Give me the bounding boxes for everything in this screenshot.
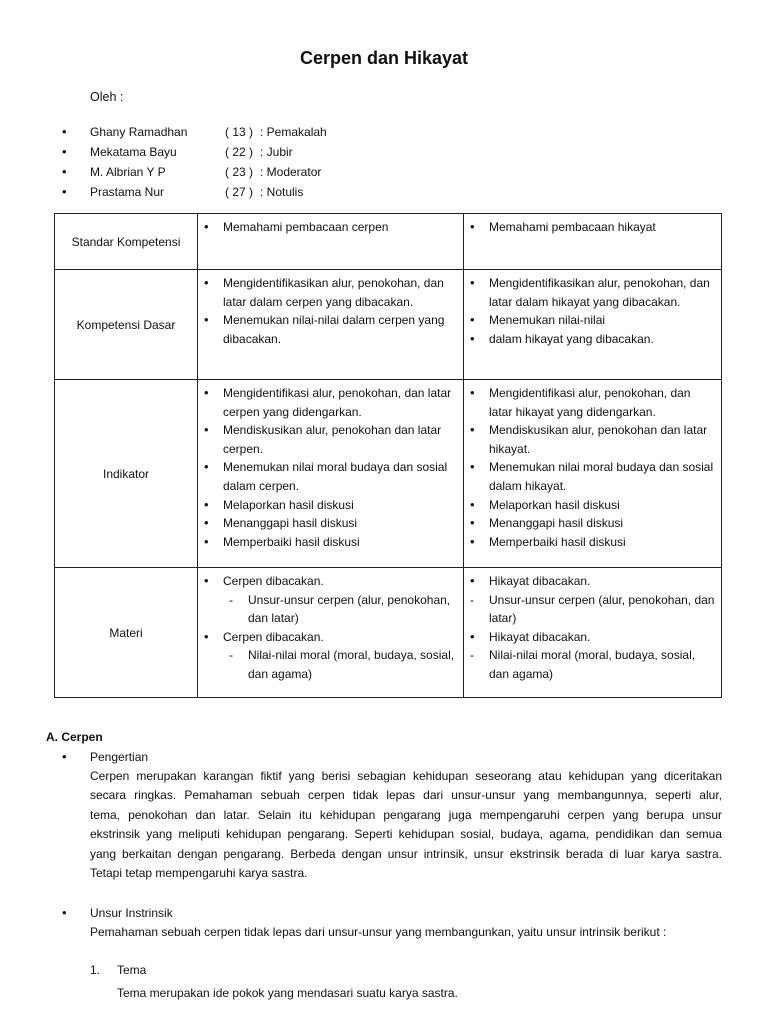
- cell-list-item: • Menemukan nilai-nilai: [489, 311, 717, 330]
- cell-list-item: • Mendiskusikan alur, penokohan dan latar hikayat.: [489, 421, 717, 458]
- member-number: ( 27 ): [225, 185, 254, 199]
- bullet-icon: •: [62, 184, 67, 199]
- paragraph-line: tema, penokohan dan latar. Selain itu kehidupan pengarang juga mempengaruhi cerpen yang berupa unsur: [90, 807, 722, 822]
- cell-list-item: • Hikayat dibacakan.: [489, 628, 717, 647]
- cell-list: [464, 380, 721, 551]
- member-number: ( 13 ): [225, 125, 254, 139]
- member-name: Ghany Ramadhan: [90, 125, 188, 139]
- cell-list-item: • Mengidentifikasi alur, penokohan, dan latar hikayat yang didengarkan.: [489, 384, 717, 421]
- table-row: [55, 214, 722, 270]
- cell-list: [198, 568, 463, 684]
- member-name: M. Albrian Y P: [90, 165, 166, 179]
- member-name: Mekatama Bayu: [90, 145, 177, 159]
- cerpen-cell: [198, 270, 464, 380]
- member-number: ( 23 ): [225, 165, 254, 179]
- tema-title: Tema: [117, 963, 147, 977]
- section-a-heading: A. Cerpen: [46, 730, 103, 744]
- cerpen-cell: [198, 568, 464, 698]
- member-name: Prastama Nur: [90, 185, 165, 199]
- cell-list-item: • Memperbaiki hasil diskusi: [223, 533, 459, 552]
- cell-list: [198, 214, 463, 237]
- paragraph-line: ekstrinsik yang meliputi kehidupan pengarang. Seperti kehidupan sosial, budaya, agama, pendidikan dan semua: [90, 827, 722, 842]
- hikayat-cell: [464, 568, 722, 698]
- bullet-icon: •: [62, 144, 67, 159]
- paragraph-line: yang berkaitan dengan pengarang. Berbeda dengan unsur intrinsik, unsur ekstrinsik berada di luar karya sastra.: [90, 846, 722, 861]
- cell-list: [464, 214, 721, 237]
- bullet-icon: •: [62, 164, 67, 179]
- member-role: : Pemakalah: [260, 125, 327, 139]
- cell-list-item: • Mengidentifikasi alur, penokohan, dan latar cerpen yang didengarkan.: [223, 384, 459, 421]
- paragraph-line: Tetapi tetap mempengaruhi karya sastra.: [90, 866, 308, 881]
- author-heading: Oleh :: [90, 90, 124, 104]
- cell-list-item: • Hikayat dibacakan.: [489, 572, 717, 591]
- cell-list-item: • dalam hikayat yang dibacakan.: [489, 330, 717, 349]
- instrinsik-text: Pemahaman sebuah cerpen tidak lepas dari unsur-unsur yang membangunkan, yaitu unsur intrinsik berikut :: [90, 925, 667, 939]
- instrinsik-title: Unsur Instrinsik: [90, 906, 173, 920]
- cell-list-item: • Menanggapi hasil diskusi: [223, 514, 459, 533]
- cell-list-item: • Melaporkan hasil diskusi: [223, 496, 459, 515]
- pengertian-title: Pengertian: [90, 750, 149, 764]
- hikayat-cell: [464, 380, 722, 568]
- cell-list-item: • Menemukan nilai-nilai dalam cerpen yang dibacakan.: [223, 311, 459, 348]
- member-role: : Notulis: [260, 185, 304, 199]
- cerpen-cell: [198, 380, 464, 568]
- cell-list-item: • Memahami pembacaan cerpen: [223, 218, 459, 237]
- hikayat-cell: [464, 270, 722, 380]
- cell-list-item: • Mengidentifikasikan alur, penokohan, dan latar dalam hikayat yang dibacakan.: [489, 274, 717, 311]
- cell-list-item: - Nilai-nilai moral (moral, budaya, sosial, dan agama): [223, 646, 459, 683]
- member-role: : Moderator: [260, 165, 322, 179]
- paragraph-line: secara ringkas. Pemahaman sebuah cerpen tidak lepas dari unsur-unsur yang membangunnya, seperti alur,: [90, 788, 722, 803]
- cell-list-item: • Menanggapi hasil diskusi: [489, 514, 717, 533]
- row-label: Materi: [55, 568, 198, 698]
- cell-list-item: • Mengidentifikasikan alur, penokohan, dan latar dalam cerpen yang dibacakan.: [223, 274, 459, 311]
- table-row: [55, 568, 722, 698]
- tema-number: 1.: [90, 963, 101, 977]
- cell-list-item: • Cerpen dibacakan.: [223, 628, 459, 647]
- pengertian-paragraph: [90, 767, 722, 883]
- cerpen-cell: [198, 214, 464, 270]
- cell-list-item: • Memperbaiki hasil diskusi: [489, 533, 717, 552]
- table-row: [55, 270, 722, 380]
- cell-list: [464, 270, 721, 348]
- cell-list: [464, 568, 721, 684]
- cell-list-item: • Memahami pembacaan hikayat: [489, 218, 717, 237]
- cell-list: [198, 270, 463, 348]
- cell-list-item: • Mendiskusikan alur, penokohan dan latar cerpen.: [223, 421, 459, 458]
- table-row: [55, 380, 722, 568]
- row-label: Standar Kompetensi: [55, 214, 198, 270]
- cell-list-item: • Menemukan nilai moral budaya dan sosial dalam cerpen.: [223, 458, 459, 495]
- tema-text: Tema merupakan ide pokok yang mendasari suatu karya sastra.: [117, 986, 458, 1000]
- paragraph-line: Cerpen merupakan karangan fiktif yang berisi sebagian kehidupan seseorang atau kehidupan yang diceritakan: [90, 769, 722, 783]
- row-label: Kompetensi Dasar: [55, 270, 198, 380]
- cell-list: [198, 380, 463, 551]
- bullet-icon: •: [62, 905, 67, 920]
- member-number: ( 22 ): [225, 145, 254, 159]
- member-role: : Jubir: [260, 145, 293, 159]
- cell-list-item: • Cerpen dibacakan.: [223, 572, 459, 591]
- cell-list-item: - Unsur-unsur cerpen (alur, penokohan, dan latar): [223, 591, 459, 628]
- bullet-icon: •: [62, 124, 67, 139]
- cell-list-item: • Menemukan nilai moral budaya dan sosial dalam hikayat.: [489, 458, 717, 495]
- hikayat-cell: [464, 214, 722, 270]
- cell-list-item: - Nilai-nilai moral (moral, budaya, sosial, dan agama): [489, 646, 717, 683]
- cell-list-item: • Melaporkan hasil diskusi: [489, 496, 717, 515]
- competency-table: [54, 213, 722, 698]
- bullet-icon: •: [62, 749, 67, 764]
- page-title: Cerpen dan Hikayat: [299, 48, 469, 68]
- cell-list-item: - Unsur-unsur cerpen (alur, penokohan, dan latar): [489, 591, 717, 628]
- row-label: Indikator: [55, 380, 198, 568]
